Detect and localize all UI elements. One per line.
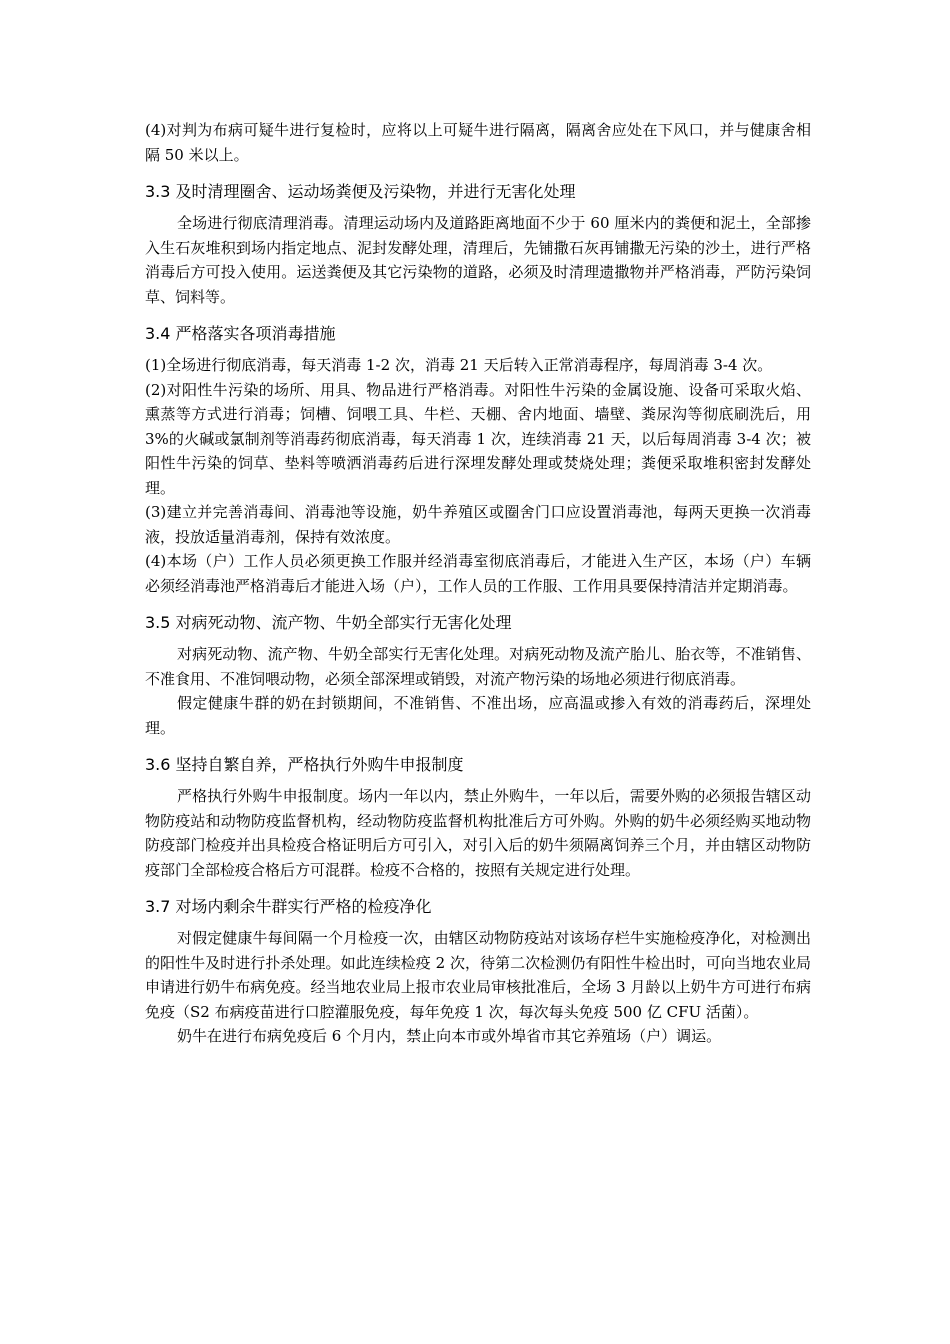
- paragraph-transport-ban: 奶牛在进行布病免疫后 6 个月内，禁止向本市或外埠省市其它养殖场（户）调运。: [177, 1027, 722, 1045]
- paragraph-disinfection-3: (3)建立并完善消毒间、消毒池等设施，奶牛养殖区或圈舍门口应设置消毒池，每两天更换一次消毒液，投放适量消毒剂，保持有效浓度。: [145, 503, 811, 546]
- section-heading-3-7: 3.7 对场内剩余牛群实行严格的检疫净化: [145, 897, 432, 916]
- document-page: [145, 118, 811, 1049]
- paragraph-purchase-reporting: 严格执行外购牛申报制度。场内一年以内，禁止外购牛，一年以后，需要外购的必须报告辖区动物防疫站和动物防疫监督机构，经动物防疫监督机构批准后方可外购。外购的奶牛必须经购买地动物防疫部门检疫并出具检疫合格证明后方可引入，对引入后的奶牛须隔离饲养三个月，并由辖区动物防疫部门全部检疫合格后方可混群。检疫不合格的，按照有关规定进行处理。: [145, 787, 811, 879]
- section-heading-3-5: 3.5 对病死动物、流产物、牛奶全部实行无害化处理: [145, 613, 512, 632]
- paragraph-quarantine: 对假定健康牛每间隔一个月检疫一次，由辖区动物防疫站对该场存栏牛实施检疫净化，对检测出的阳性牛及时进行扑杀处理。如此连续检疫 2 次，待第二次检测仍有阳性牛检出时，可向当地农业局申请进行奶牛布病免疫。经当地农业局上报市农业局审核批准后，全场 3 月龄以上奶牛方可进行布病免疫（S2 布病疫苗进行口腔灌服免疫，每年免疫 1 次，每次每头免疫 500 亿 CFU 活菌）。: [145, 929, 811, 1021]
- paragraph-disinfection-4: (4)本场（户）工作人员必须更换工作服并经消毒室彻底消毒后，才能进入生产区，本场（户）车辆必须经消毒池严格消毒后才能进入场（户），工作人员的工作服、工作用具要保持清洁并定期消毒。: [145, 552, 811, 595]
- paragraph-milk-handling: 假定健康牛群的奶在封锁期间，不准销售、不准出场，应高温或掺入有效的消毒药后，深埋处理。: [145, 694, 811, 737]
- paragraph-item-4-suspect-cattle: (4)对判为布病可疑牛进行复检时，应将以上可疑牛进行隔离，隔离舍应处在下风口，并与健康舍相隔 50 米以上。: [145, 121, 811, 164]
- paragraph-cleaning: 全场进行彻底清理消毒。清理运动场内及道路距离地面不少于 60 厘米内的粪便和泥土，全部掺入生石灰堆积到场内指定地点、泥封发酵处理，清理后，先铺撒石灰再铺撒无污染的沙土，进行严格消毒后方可投入使用。运送粪便及其它污染物的道路，必须及时清理遗撒物并严格消毒，严防污染饲草、饲料等。: [145, 214, 811, 306]
- section-heading-3-6: 3.6 坚持自繁自养，严格执行外购牛申报制度: [145, 755, 464, 774]
- paragraph-disinfection-1: (1)全场进行彻底消毒，每天消毒 1-2 次，消毒 21 天后转入正常消毒程序，每周消毒 3-4 次。: [145, 356, 773, 374]
- section-heading-3-4: 3.4 严格落实各项消毒措施: [145, 324, 336, 343]
- section-heading-3-3: 3.3 及时清理圈舍、运动场粪便及污染物，并进行无害化处理: [145, 182, 576, 201]
- paragraph-dead-animals: 对病死动物、流产物、牛奶全部实行无害化处理。对病死动物及流产胎儿、胎衣等，不准销售、不准食用、不准饲喂动物，必须全部深埋或销毁，对流产物污染的场地必须进行彻底消毒。: [145, 645, 811, 688]
- paragraph-disinfection-2: (2)对阳性牛污染的场所、用具、物品进行严格消毒。对阳性牛污染的金属设施、设备可采取火焰、熏蒸等方式进行消毒；饲槽、饲喂工具、牛栏、天棚、舍内地面、墙壁、粪尿沟等彻底刷洗后，用 3%的火碱或氯制剂等消毒药彻底消毒，每天消毒 1 次，连续消毒 21 天，以后每周消毒 3-4 次；被阳性牛污染的饲草、垫料等喷洒消毒药后进行深埋发酵处理或焚烧处理；粪便采取堆积密封发酵处理。: [145, 380, 811, 497]
